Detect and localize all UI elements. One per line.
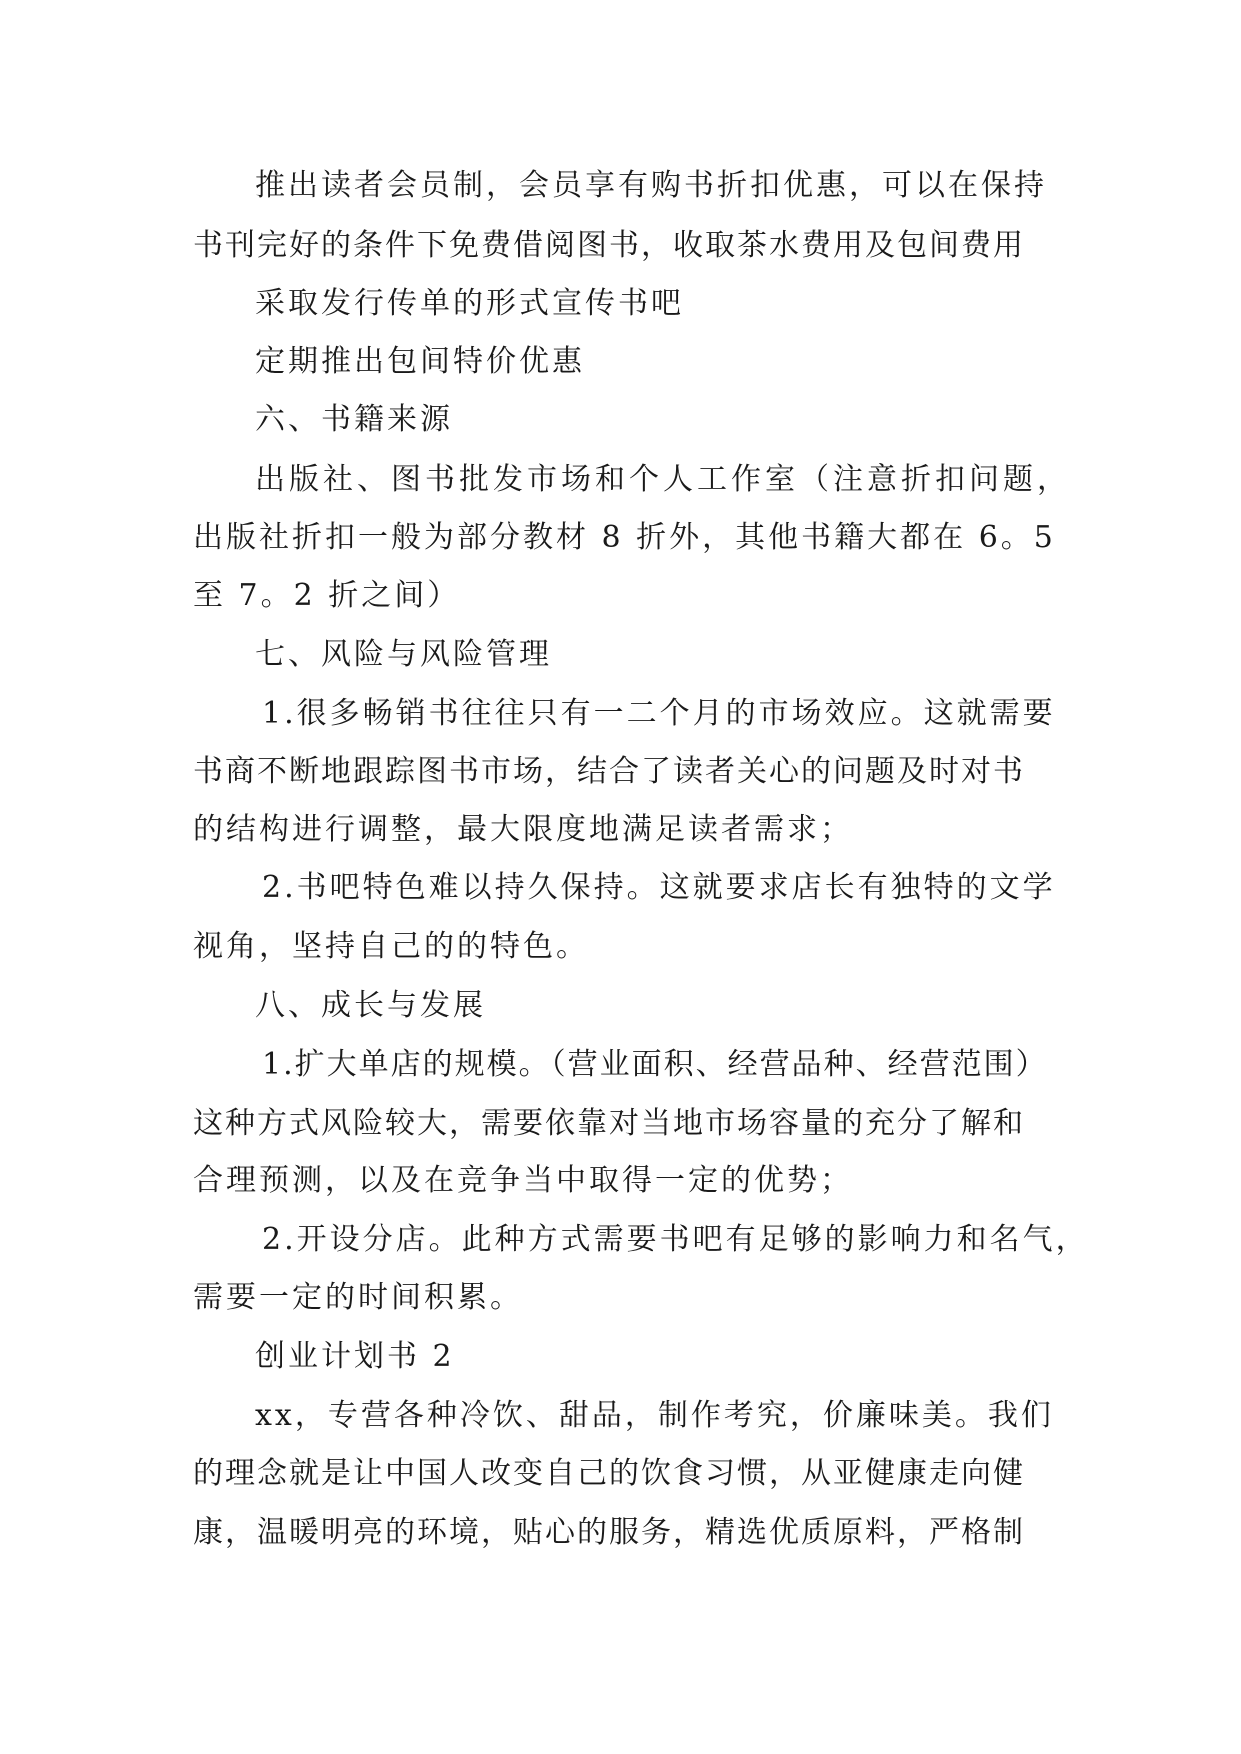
section-heading: 七、风险与风险管理: [255, 637, 552, 672]
section-heading: 八、成长与发展: [255, 988, 486, 1023]
paragraph-line: 1.扩大单店的规模。（营业面积、经营品种、经营范围）: [262, 1047, 1048, 1082]
paragraph-line: 书刊完好的条件下免费借阅图书，收取茶水费用及包间费用: [193, 228, 1025, 263]
paragraph-line: 2.开设分店。此种方式需要书吧有足够的影响力和名气，: [262, 1222, 1089, 1257]
paragraph-line: 推出读者会员制，会员享有购书折扣优惠，可以在保持: [255, 168, 1047, 203]
paragraph-line: 采取发行传单的形式宣传书吧: [255, 286, 684, 321]
paragraph-line: 出版社折扣一般为部分教材 8 折外，其他书籍大都在 6。5: [193, 520, 1056, 555]
paragraph-line: 2.书吧特色难以持久保持。这就要求店长有独特的文学: [262, 870, 1056, 905]
paragraph-line: 合理预测，以及在竞争当中取得一定的优势；: [193, 1163, 853, 1198]
paragraph-line: 出版社、图书批发市场和个人工作室（注意折扣问题，: [255, 462, 1071, 497]
paragraph-line: 至 7。2 折之间）: [193, 578, 461, 613]
paragraph-line: 书商不断地跟踪图书市场，结合了读者关心的问题及时对书: [193, 754, 1025, 789]
paragraph-line: 这种方式风险较大，需要依靠对当地市场容量的充分了解和: [193, 1106, 1025, 1141]
paragraph-line: 定期推出包间特价优惠: [255, 344, 585, 379]
section-heading: 创业计划书 2: [255, 1339, 455, 1374]
paragraph-line: 康，温暖明亮的环境，贴心的服务，精选优质原料，严格制: [193, 1515, 1025, 1550]
paragraph-line: 的理念就是让中国人改变自己的饮食习惯，从亚健康走向健: [193, 1456, 1025, 1491]
section-heading: 六、书籍来源: [255, 402, 453, 437]
paragraph-line: 1.很多畅销书往往只有一二个月的市场效应。这就需要: [262, 696, 1056, 731]
paragraph-line: 视角，坚持自己的的特色。: [193, 929, 589, 964]
paragraph-line: xx，专营各种冷饮、甜品，制作考究，价廉味美。我们: [255, 1398, 1054, 1433]
paragraph-line: 需要一定的时间积累。: [193, 1280, 523, 1315]
paragraph-line: 的结构进行调整，最大限度地满足读者需求；: [193, 812, 853, 847]
